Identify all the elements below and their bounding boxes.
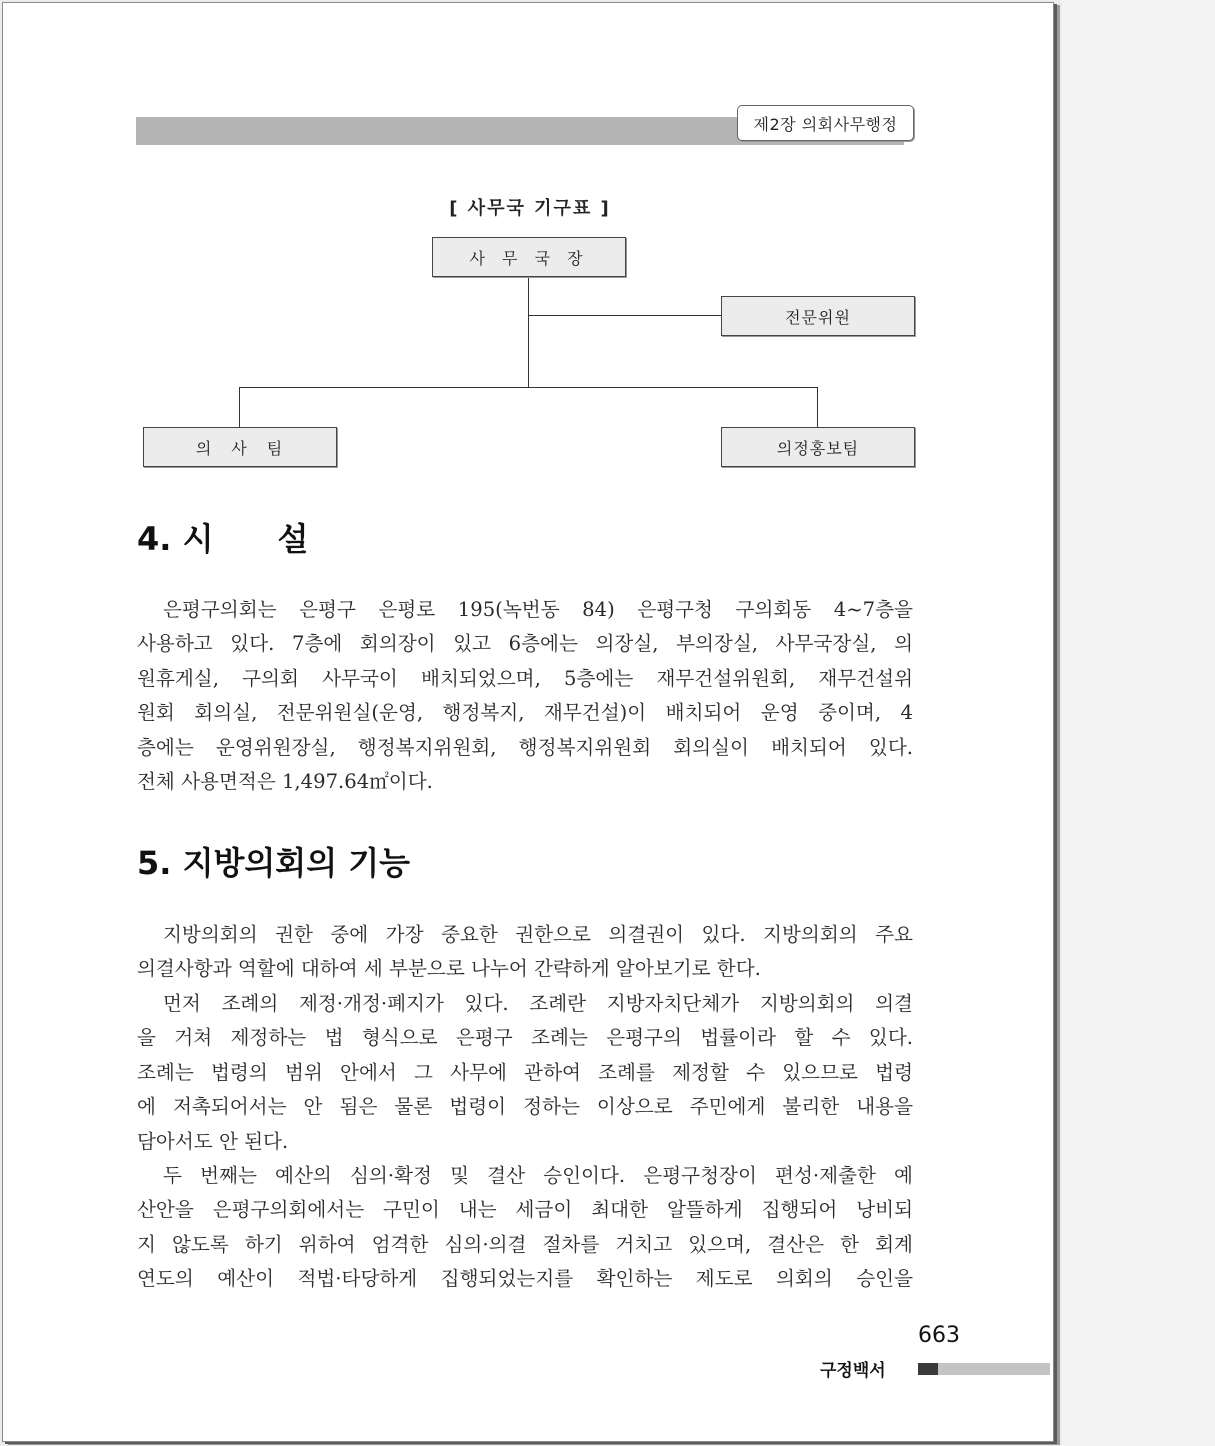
text-line: 연도의 예산이 적법·타당하게 집행되었는지를 확인하는 제도로 의회의 승인을 — [137, 1267, 913, 1291]
footer-marker — [918, 1363, 938, 1375]
background-margin — [1062, 0, 1215, 1446]
book-title: 구정백서 — [820, 1361, 886, 1381]
text-line: 을 거쳐 제정하는 법 형식으로 은평구 조례는 은평구의 법률이라 할 수 있다. — [137, 1026, 913, 1050]
connector-top-vertical — [528, 276, 529, 388]
footer-bar — [938, 1363, 1050, 1375]
text-line: 먼저 조례의 제정·개정·폐지가 있다. 조례란 지방자치단체가 지방의회의 의결 — [163, 992, 913, 1015]
page-number: 663 — [918, 1323, 960, 1348]
text-line: 의결사항과 역할에 대하여 세 부분으로 나누어 간략하게 알아보기로 한다. — [137, 957, 761, 981]
section-5-heading: 5. 지방의회의 기능 — [137, 844, 411, 882]
text-line: 층에는 운영위원장실, 행정복지위원회, 행정복지위원회 회의실이 배치되어 있다. — [137, 735, 913, 759]
text-line: 담아서도 안 된다. — [137, 1129, 289, 1153]
org-box-pr-team: 의정홍보팀 — [721, 427, 915, 467]
org-box-advisor: 전문위원 — [721, 296, 915, 336]
section-4-heading: 4. 시 설 — [137, 520, 309, 558]
section-4-paragraph — [137, 593, 913, 799]
text-line: 두 번째는 예산의 심의·확정 및 결산 승인이다. 은평구청장이 편성·제출한 예 — [163, 1164, 913, 1187]
org-chart-title: [ 사무국 기구표 ] — [449, 198, 611, 219]
text-line: 지방의회의 권한 중에 가장 중요한 권한으로 의결권이 있다. 지방의회의 주요 — [163, 923, 913, 946]
org-box-director: 사 무 국 장 — [432, 237, 626, 277]
text-line: 은평구의회는 은평구 은평로 195(녹번동 84) 은평구청 구의회동 4~7층을 — [163, 598, 913, 621]
connector-advisor — [528, 315, 721, 316]
text-line: 에 저촉되어서는 안 됨은 물론 법령이 정하는 이상으로 주민에게 불리한 내용을 — [137, 1095, 913, 1119]
org-box-council-team: 의 사 팀 — [143, 427, 337, 467]
text-line: 원휴게실, 구의회 사무국이 배치되었으며, 5층에는 재무건설위원회, 재무건설위 — [137, 666, 913, 690]
connector-right-drop — [817, 387, 818, 427]
connector-horizontal — [239, 387, 818, 388]
text-line: 산안을 은평구의회에서는 구민이 내는 세금이 최대한 알뜰하게 집행되어 낭비되 — [137, 1198, 913, 1222]
section-5-paragraph-3 — [137, 1159, 913, 1297]
connector-left-drop — [239, 387, 240, 427]
section-5-paragraph-2 — [137, 987, 913, 1159]
text-line: 지 않도록 하기 위하여 엄격한 심의·의결 절차를 거치고 있으며, 결산은 한 회계 — [137, 1232, 913, 1256]
section-5-paragraph-1 — [137, 918, 913, 987]
text-line: 원회 회의실, 전문위원실(운영, 행정복지, 재무건설)이 배치되어 운영 중이며, 4 — [137, 701, 913, 725]
chapter-label: 제2장 의회사무행정 — [737, 105, 914, 141]
text-line: 조례는 법령의 범위 안에서 그 사무에 관하여 조례를 제정할 수 있으므로 법령 — [137, 1060, 913, 1084]
text-line: 사용하고 있다. 7층에 회의장이 있고 6층에는 의장실, 부의장실, 사무국장실, 의 — [137, 632, 913, 656]
text-line: 전체 사용면적은 1,497.64㎡이다. — [137, 770, 433, 794]
